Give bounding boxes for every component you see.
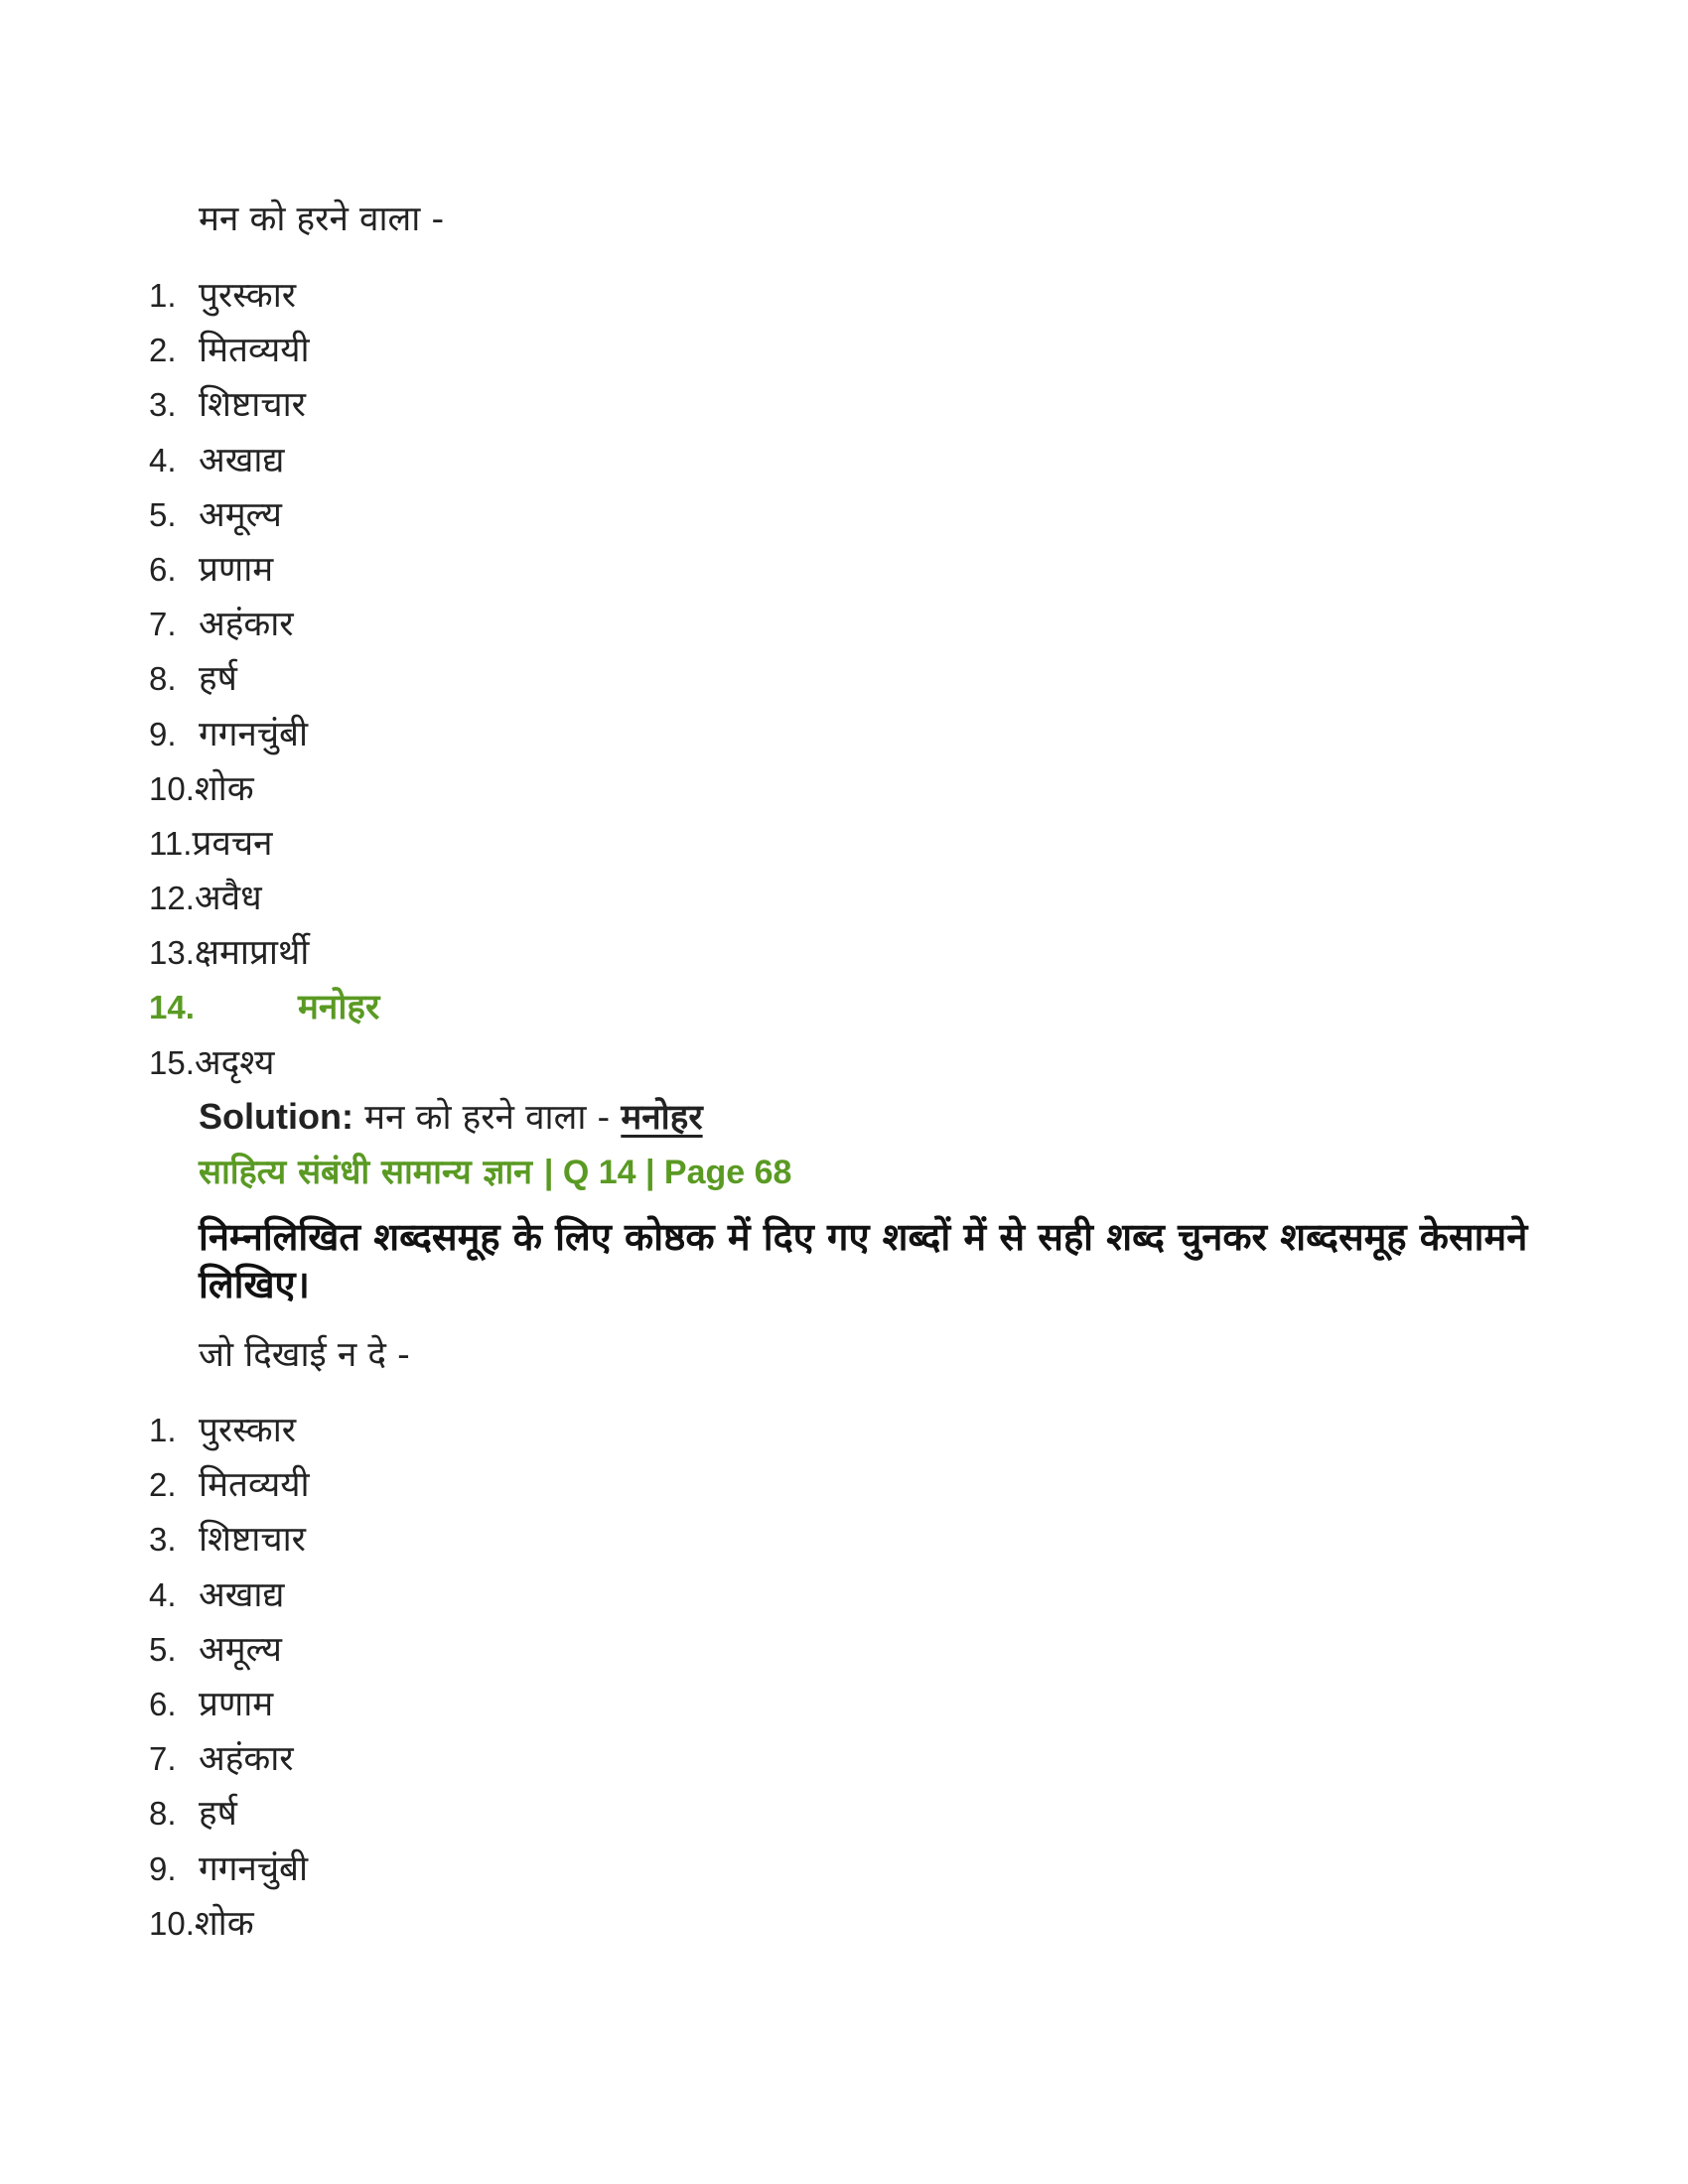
- q13-option-11: 11.प्रवचन: [149, 823, 273, 864]
- q13-option-8: 8. हर्ष: [149, 659, 237, 700]
- q13-option-12: 12.अवैध: [149, 879, 262, 919]
- q14-option-3: 3. शिष्टाचार: [149, 1520, 306, 1561]
- q13-option-14-correct: 14. मनोहर: [149, 988, 380, 1028]
- q13-option-7: 7. अहंकार: [149, 605, 294, 645]
- solution-text: मन को हरने वाला -: [364, 1098, 611, 1138]
- q14-option-2: 2. मितव्ययी: [149, 1465, 310, 1506]
- q14-option-1: 1. पुरस्कार: [149, 1411, 297, 1450]
- q13-option-4: 4. अखाद्य: [149, 440, 285, 480]
- q13-option-6: 6. प्रणाम: [149, 549, 274, 590]
- q13-option-1: 1. पुरस्कार: [149, 276, 297, 316]
- q14-question-text: निम्नलिखित शब्दसमूह के लिए कोष्ठक में दिए गए शब्दों में से सही शब्द चुनकर शब्दसमूह केसामने लिखिए।: [199, 1215, 1528, 1306]
- source-ref: | Q 14 | Page 68: [543, 1154, 792, 1191]
- q14-option-9: 9. गगनचुंबी: [149, 1848, 309, 1889]
- q13-options-list: [149, 268, 379, 1090]
- q13-option-13: 13.क्षमाप्रार्थी: [149, 933, 310, 974]
- q14-option-8: 8. हर्ष: [149, 1794, 237, 1835]
- q14-source-reference: [199, 1150, 791, 1195]
- q14-option-5: 5. अमूल्य: [149, 1629, 282, 1670]
- source-category: साहित्य संबंधी सामान्य ज्ञान: [199, 1153, 533, 1192]
- q13-option-15: 15.अदृश्य: [149, 1042, 275, 1083]
- q13-option-10: 10.शोक: [149, 768, 254, 809]
- q14-options-list: [149, 1403, 310, 1951]
- q13-option-9: 9. गगनचुंबी: [149, 714, 309, 754]
- q14-prompt: जो दिखाई न दे -: [199, 1335, 410, 1375]
- q13-option-2: 2. मितव्ययी: [149, 331, 310, 371]
- solution-label: Solution:: [199, 1096, 353, 1137]
- q14-option-10: 10.शोक: [149, 1903, 254, 1944]
- q14-option-7: 7. अहंकार: [149, 1739, 294, 1780]
- q13-option-3: 3. शिष्टाचार: [149, 385, 306, 426]
- q13-option-5: 5. अमूल्य: [149, 494, 282, 535]
- q14-option-4: 4. अखाद्य: [149, 1574, 285, 1615]
- q14-option-6: 6. प्रणाम: [149, 1684, 274, 1724]
- q13-solution: [199, 1092, 703, 1143]
- q13-prompt: मन को हरने वाला -: [199, 200, 445, 239]
- solution-answer: मनोहर: [621, 1098, 703, 1138]
